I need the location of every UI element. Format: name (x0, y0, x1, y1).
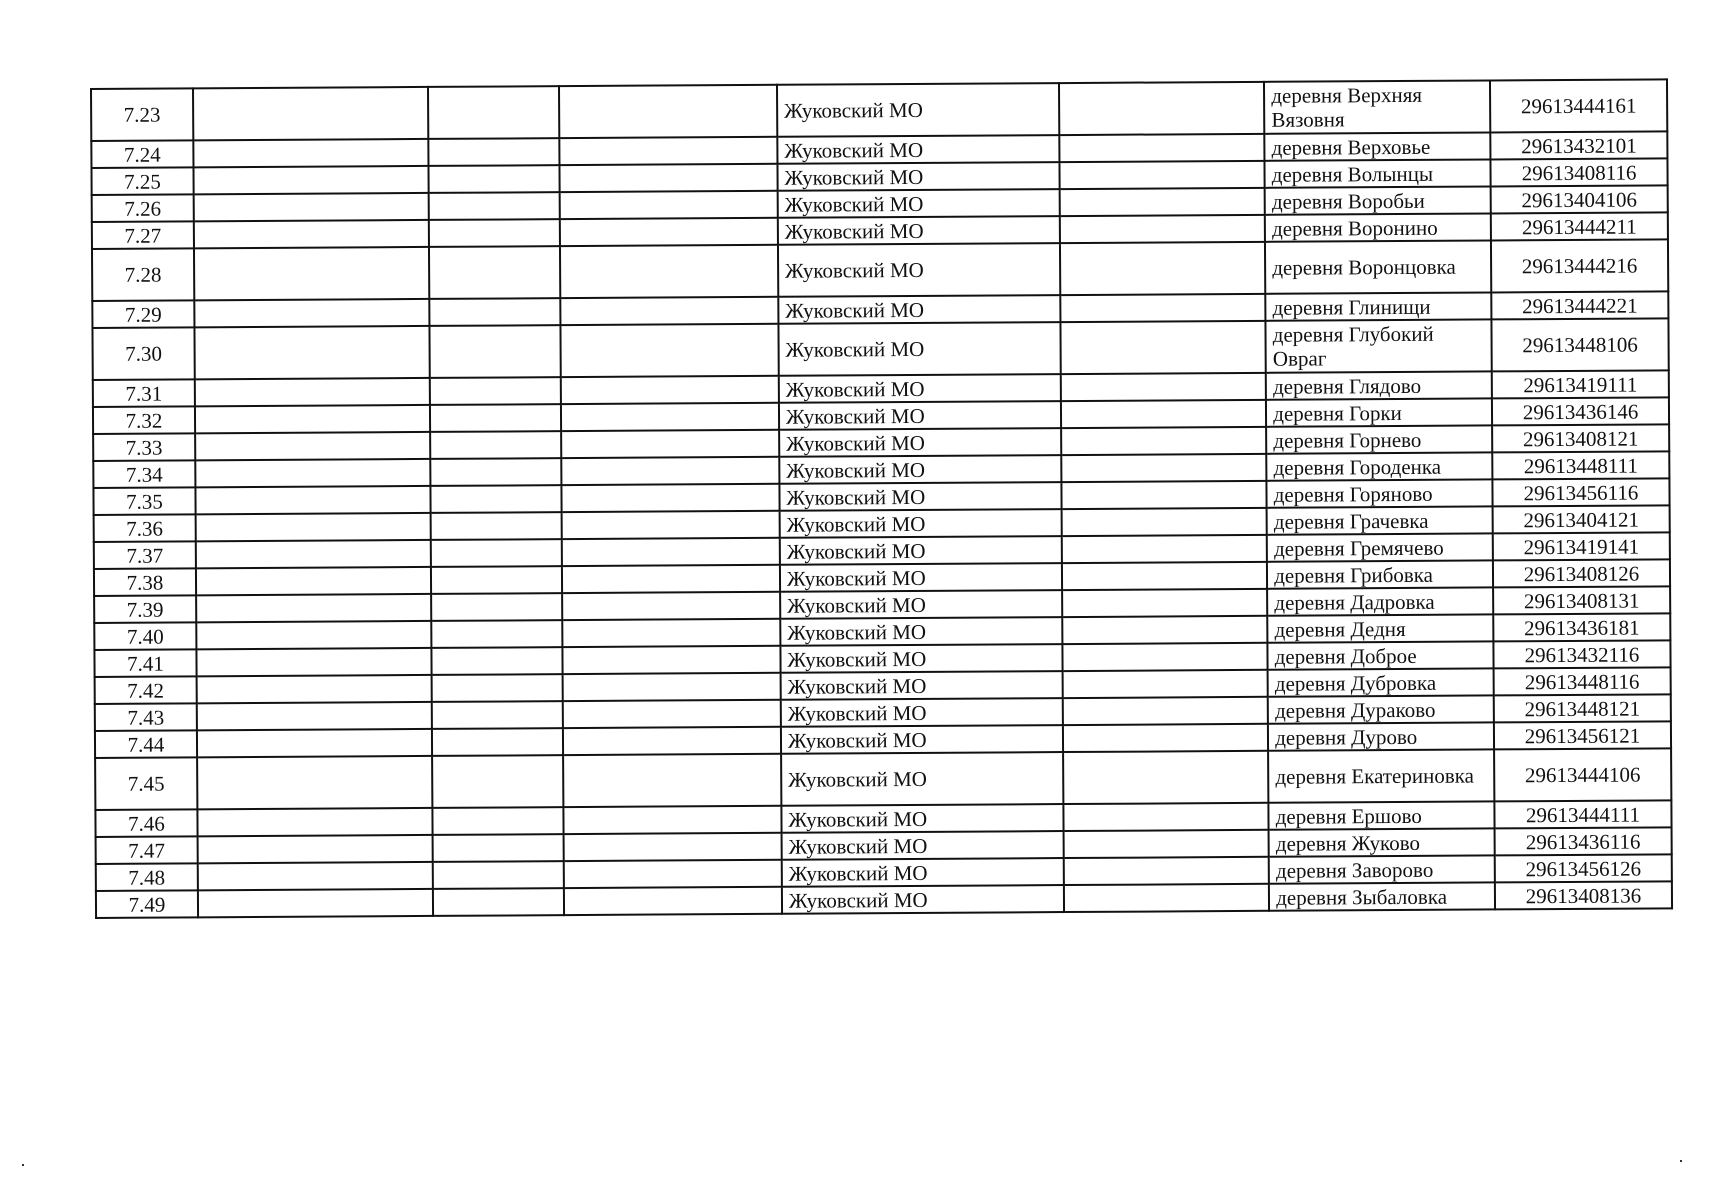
empty-cell (1062, 697, 1268, 725)
empty-cell (194, 193, 430, 221)
empty-cell (432, 701, 563, 729)
settlement-cell: деревня Воронино (1265, 213, 1491, 241)
oktmo-code-cell: 29613444161 (1490, 79, 1667, 132)
empty-cell (195, 378, 431, 406)
empty-cell (195, 486, 431, 514)
municipality-cell: Жуковский МО (779, 401, 1061, 430)
row-number-cell: 7.42 (95, 676, 197, 704)
settlement-cell: деревня Городенка (1266, 452, 1492, 480)
oktmo-code-cell: 29613456126 (1495, 854, 1672, 882)
empty-cell (193, 139, 429, 167)
empty-cell (561, 430, 779, 458)
settlement-cell: деревня Екатериновка (1268, 749, 1494, 802)
empty-cell (563, 646, 781, 674)
oktmo-code-cell: 29613404106 (1491, 185, 1668, 213)
settlement-cell: деревня Горнево (1266, 425, 1492, 453)
row-number-cell: 7.40 (94, 622, 196, 650)
empty-cell (1061, 454, 1267, 482)
row-number-cell: 7.33 (93, 433, 195, 461)
row-number-cell: 7.28 (92, 248, 194, 301)
empty-cell (195, 432, 431, 460)
empty-cell (1060, 242, 1266, 295)
empty-cell (197, 729, 433, 757)
empty-cell (1063, 830, 1269, 858)
municipality-cell: Жуковский МО (779, 455, 1061, 484)
municipality-cell: Жуковский МО (781, 831, 1063, 860)
empty-cell (1060, 321, 1266, 374)
settlement-cell: деревня Верховье (1265, 132, 1491, 160)
empty-cell (429, 246, 560, 299)
table-row (92, 239, 1668, 301)
oktmo-code-cell: 29613432101 (1490, 131, 1667, 159)
row-number-cell: 7.38 (94, 568, 196, 596)
empty-cell (564, 887, 782, 915)
empty-cell (433, 861, 564, 889)
scan-speck-left (22, 1164, 24, 1166)
empty-cell (433, 834, 564, 862)
settlement-cell: деревня Грачевка (1267, 506, 1493, 534)
empty-cell (1061, 481, 1267, 509)
row-number-cell: 7.45 (95, 757, 197, 810)
municipality-cell: Жуковский МО (778, 295, 1060, 324)
row-number-cell: 7.46 (95, 809, 197, 837)
empty-cell (1059, 134, 1265, 162)
settlement-cell: деревня Зыбаловка (1269, 882, 1495, 910)
empty-cell (1061, 535, 1267, 563)
settlement-cell: деревня Воробьи (1265, 186, 1491, 214)
row-number-cell: 7.37 (94, 541, 196, 569)
oktmo-code-cell: 29613408116 (1490, 158, 1667, 186)
empty-cell (431, 485, 562, 513)
empty-cell (560, 245, 778, 298)
empty-cell (1063, 803, 1269, 831)
settlement-cell: деревня Горяново (1267, 479, 1493, 507)
empty-cell (194, 299, 430, 327)
oktmo-code-cell: 29613436146 (1492, 397, 1669, 425)
empty-cell (431, 539, 562, 567)
empty-cell (431, 566, 562, 594)
empty-cell (1059, 161, 1265, 189)
empty-cell (196, 675, 432, 703)
empty-cell (562, 511, 780, 539)
municipality-cell: Жуковский МО (779, 482, 1061, 511)
row-number-cell: 7.25 (91, 167, 193, 195)
row-number-cell: 7.29 (92, 300, 194, 328)
empty-cell (430, 298, 561, 326)
settlement-cell: деревня Воронцовка (1265, 240, 1491, 293)
municipality-cell: Жуковский МО (777, 162, 1059, 191)
empty-cell (432, 728, 563, 756)
settlement-cell: деревня Заворово (1269, 855, 1495, 883)
empty-cell (1061, 508, 1267, 536)
row-number-cell: 7.41 (94, 649, 196, 677)
empty-cell (195, 405, 431, 433)
municipality-cell: Жуковский МО (780, 536, 1062, 565)
settlement-cell: деревня Глинищи (1265, 292, 1491, 320)
row-number-cell: 7.49 (96, 890, 198, 918)
empty-cell (198, 862, 434, 890)
municipality-cell: Жуковский МО (779, 509, 1061, 538)
empty-cell (1060, 294, 1266, 322)
municipality-cell: Жуковский МО (777, 83, 1059, 137)
row-number-cell: 7.43 (95, 703, 197, 731)
empty-cell (194, 326, 430, 379)
table-row (91, 79, 1667, 141)
empty-cell (1059, 215, 1265, 243)
empty-cell (197, 835, 433, 863)
empty-cell (197, 756, 433, 809)
settlement-cell: деревня Верхняя Вязовня (1264, 80, 1490, 133)
empty-cell (563, 727, 781, 755)
settlement-cell: деревня Дедня (1267, 614, 1493, 642)
empty-cell (196, 594, 432, 622)
settlement-cell: деревня Доброе (1268, 641, 1494, 669)
municipality-cell: Жуковский МО (778, 189, 1060, 218)
empty-cell (432, 647, 563, 675)
empty-cell (195, 459, 431, 487)
settlement-cell: деревня Ершово (1269, 801, 1495, 829)
oktmo-code-cell: 29613408121 (1492, 424, 1669, 452)
municipality-cell: Жуковский МО (780, 671, 1062, 700)
settlement-cell: деревня Глядово (1266, 371, 1492, 399)
empty-cell (196, 540, 432, 568)
oktmo-code-cell: 29613444106 (1494, 748, 1671, 801)
row-number-cell: 7.34 (93, 460, 195, 488)
empty-cell (193, 87, 429, 140)
row-number-cell: 7.32 (93, 406, 195, 434)
empty-cell (562, 538, 780, 566)
empty-cell (563, 619, 781, 647)
municipality-cell: Жуковский МО (780, 590, 1062, 619)
empty-cell (429, 138, 560, 166)
row-number-cell: 7.44 (95, 730, 197, 758)
municipality-cell: Жуковский МО (779, 428, 1061, 457)
oktmo-code-cell: 29613448111 (1492, 451, 1669, 479)
oktmo-code-cell: 29613432116 (1493, 640, 1670, 668)
row-number-cell: 7.26 (92, 194, 194, 222)
empty-cell (1059, 82, 1265, 135)
municipality-cell: Жуковский МО (781, 752, 1063, 806)
settlements-table (90, 78, 1673, 919)
empty-cell (562, 484, 780, 512)
empty-cell (561, 376, 779, 404)
empty-cell (1063, 857, 1269, 885)
oktmo-code-cell: 29613419141 (1493, 532, 1670, 560)
row-number-cell: 7.24 (91, 140, 193, 168)
row-number-cell: 7.35 (93, 487, 195, 515)
oktmo-code-cell: 29613404121 (1493, 505, 1670, 533)
empty-cell (564, 806, 782, 834)
oktmo-code-cell: 29613419111 (1492, 370, 1669, 398)
oktmo-code-cell: 29613444211 (1491, 212, 1668, 240)
municipality-cell: Жуковский МО (780, 617, 1062, 646)
settlement-cell: деревня Гремячево (1267, 533, 1493, 561)
empty-cell (1062, 616, 1268, 644)
oktmo-code-cell: 29613448121 (1494, 694, 1671, 722)
municipality-cell: Жуковский МО (780, 563, 1062, 592)
empty-cell (196, 621, 432, 649)
settlement-cell: деревня Глубокий Овраг (1266, 319, 1492, 372)
oktmo-code-cell: 29613448106 (1491, 318, 1668, 371)
row-number-cell: 7.30 (92, 327, 194, 380)
settlement-cell: деревня Грибовка (1267, 560, 1493, 588)
empty-cell (560, 137, 778, 165)
empty-cell (431, 431, 562, 459)
empty-cell (429, 219, 560, 247)
empty-cell (196, 567, 432, 595)
empty-cell (432, 674, 563, 702)
empty-cell (197, 702, 433, 730)
settlement-cell: деревня Дубровка (1268, 668, 1494, 696)
row-number-cell: 7.31 (93, 379, 195, 407)
empty-cell (432, 620, 563, 648)
oktmo-code-cell: 29613436116 (1495, 827, 1672, 855)
municipality-cell: Жуковский МО (780, 644, 1062, 673)
empty-cell (428, 86, 559, 139)
municipality-cell: Жуковский МО (778, 243, 1060, 297)
empty-cell (563, 700, 781, 728)
empty-cell (562, 592, 780, 620)
empty-cell (194, 247, 430, 300)
empty-cell (431, 512, 562, 540)
empty-cell (433, 755, 564, 808)
settlement-cell: деревня Волынцы (1265, 159, 1491, 187)
empty-cell (430, 377, 561, 405)
empty-cell (561, 297, 779, 325)
empty-cell (195, 513, 431, 541)
oktmo-code-cell: 29613444221 (1491, 291, 1668, 319)
empty-cell (563, 754, 781, 807)
row-number-cell: 7.23 (91, 88, 193, 141)
settlement-cell: деревня Дадровка (1267, 587, 1493, 615)
empty-cell (1063, 884, 1269, 912)
empty-cell (1062, 589, 1268, 617)
row-number-cell: 7.36 (94, 514, 196, 542)
empty-cell (1063, 751, 1269, 804)
oktmo-code-cell: 29613408131 (1493, 586, 1670, 614)
oktmo-code-cell: 29613408136 (1495, 881, 1672, 909)
oktmo-code-cell: 29613448116 (1494, 667, 1671, 695)
settlement-cell: деревня Горки (1266, 398, 1492, 426)
empty-cell (430, 325, 561, 378)
oktmo-code-cell: 29613456116 (1492, 478, 1669, 506)
empty-cell (562, 565, 780, 593)
empty-cell (433, 807, 564, 835)
empty-cell (431, 458, 562, 486)
oktmo-code-cell: 29613444216 (1491, 239, 1668, 292)
row-number-cell: 7.39 (94, 595, 196, 623)
oktmo-code-cell: 29613444111 (1494, 800, 1671, 828)
oktmo-code-cell: 29613436181 (1493, 613, 1670, 641)
table-body (91, 79, 1672, 918)
empty-cell (560, 191, 778, 219)
empty-cell (1061, 427, 1267, 455)
empty-cell (1062, 670, 1268, 698)
empty-cell (429, 165, 560, 193)
municipality-cell: Жуковский МО (781, 698, 1063, 727)
empty-cell (563, 673, 781, 701)
empty-cell (562, 457, 780, 485)
empty-cell (196, 648, 432, 676)
empty-cell (561, 403, 779, 431)
empty-cell (564, 833, 782, 861)
oktmo-code-cell: 29613456121 (1494, 721, 1671, 749)
oktmo-code-cell: 29613408126 (1493, 559, 1670, 587)
empty-cell (1060, 400, 1266, 428)
scan-speck-right (1680, 1160, 1682, 1162)
empty-cell (198, 889, 434, 917)
empty-cell (433, 888, 564, 916)
empty-cell (194, 220, 430, 248)
municipality-cell: Жуковский МО (781, 725, 1063, 754)
empty-cell (197, 808, 433, 836)
municipality-cell: Жуковский МО (782, 858, 1064, 887)
municipality-cell: Жуковский МО (779, 374, 1061, 403)
settlement-cell: деревня Дурово (1268, 722, 1494, 750)
empty-cell (1059, 188, 1265, 216)
empty-cell (564, 860, 782, 888)
municipality-cell: Жуковский МО (778, 216, 1060, 245)
row-number-cell: 7.47 (96, 836, 198, 864)
municipality-cell: Жуковский МО (777, 135, 1059, 164)
empty-cell (1062, 724, 1268, 752)
municipality-cell: Жуковский МО (778, 322, 1060, 376)
empty-cell (193, 166, 429, 194)
empty-cell (561, 324, 779, 377)
empty-cell (429, 192, 560, 220)
empty-cell (1061, 562, 1267, 590)
row-number-cell: 7.27 (92, 221, 194, 249)
municipality-cell: Жуковский МО (782, 885, 1064, 914)
empty-cell (560, 218, 778, 246)
empty-cell (430, 404, 561, 432)
empty-cell (432, 593, 563, 621)
settlement-cell: деревня Жуково (1269, 828, 1495, 856)
table-row (95, 748, 1671, 810)
empty-cell (1060, 373, 1266, 401)
empty-cell (1062, 643, 1268, 671)
row-number-cell: 7.48 (96, 863, 198, 891)
settlement-cell: деревня Дураково (1268, 695, 1494, 723)
municipality-cell: Жуковский МО (781, 804, 1063, 833)
empty-cell (560, 164, 778, 192)
empty-cell (559, 85, 777, 138)
table-row (92, 318, 1668, 380)
